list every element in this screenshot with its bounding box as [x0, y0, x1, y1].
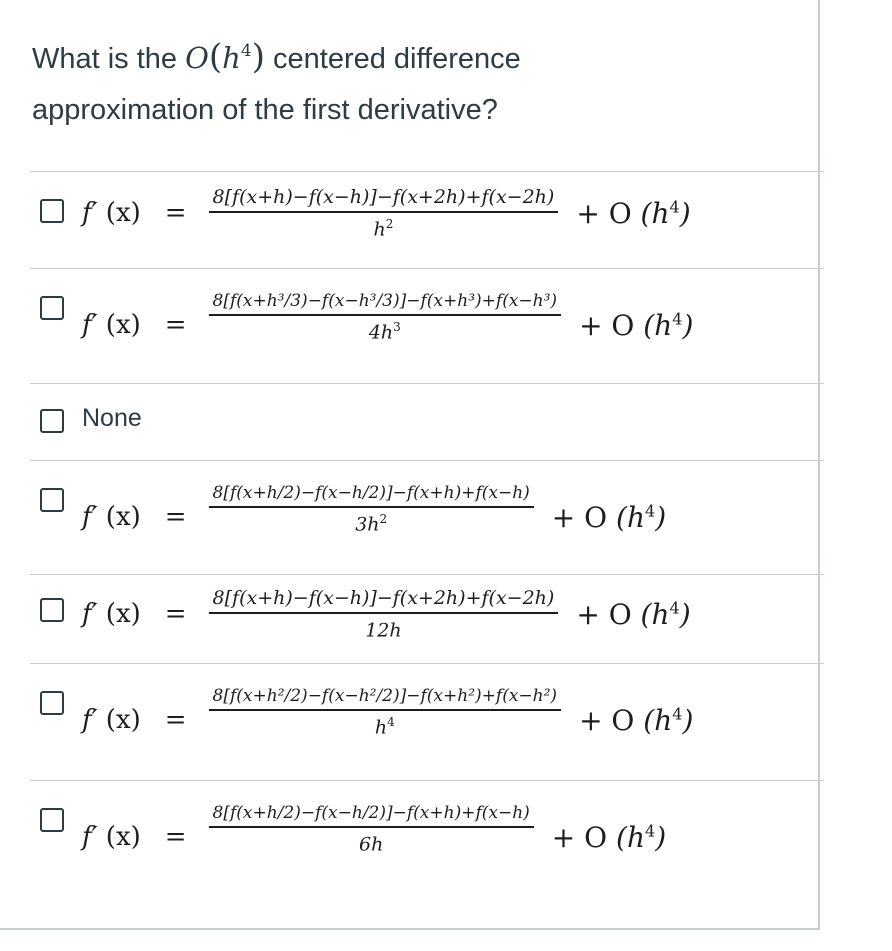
- fraction: [209, 483, 534, 535]
- numerator: 8[f(x+h²/2)−f(x−h²/2)]−f(x+h²)+f(x−h²): [212, 686, 558, 706]
- error-term: + O $(h^4)$: [579, 308, 694, 342]
- checkbox[interactable]: [40, 296, 64, 320]
- big-o-notation: $O(h^4)$: [185, 37, 265, 77]
- checkbox[interactable]: [40, 199, 64, 223]
- checkbox[interactable]: [40, 598, 64, 622]
- checkbox[interactable]: [40, 808, 64, 832]
- question-text: [32, 26, 792, 136]
- fraction: [209, 587, 559, 641]
- formula-lhs: f′ (x): [82, 822, 141, 853]
- answer-option-1[interactable]: [30, 172, 820, 268]
- formula: [82, 587, 691, 641]
- formula: [82, 291, 693, 343]
- error-term: + O $(h^4)$: [551, 500, 667, 534]
- order-exponent: 4: [240, 41, 252, 61]
- equals-sign: =: [164, 310, 187, 341]
- denominator: $h^2$: [373, 217, 394, 241]
- numerator: 8[f(x+h/2)−f(x−h/2)]−f(x+h)+f(x−h): [212, 483, 530, 503]
- denominator: $h^4$: [374, 715, 395, 739]
- denominator: 6h: [359, 833, 384, 856]
- formula: [82, 483, 666, 535]
- denominator: 12h: [365, 619, 402, 642]
- answer-option-2[interactable]: [30, 269, 820, 383]
- formula-lhs: f′ (x): [82, 310, 141, 341]
- question-line2: approximation of the first derivative?: [32, 94, 498, 126]
- error-term: + O $(h^4)$: [576, 196, 691, 230]
- answer-option-none[interactable]: [30, 384, 820, 460]
- answer-option-4[interactable]: [30, 461, 820, 574]
- formula-lhs: f′ (x): [82, 502, 141, 533]
- numerator: 8[f(x+h³/3)−f(x−h³/3)]−f(x+h³)+f(x−h³): [212, 291, 558, 311]
- numerator: 8[f(x+h)−f(x−h)]−f(x+2h)+f(x−2h): [212, 587, 555, 609]
- numerator: 8[f(x+h)−f(x−h)]−f(x+2h)+f(x−2h): [212, 186, 555, 208]
- formula: [82, 803, 666, 855]
- equals-sign: =: [164, 502, 187, 533]
- equals-sign: =: [164, 198, 187, 229]
- formula-lhs: f′ (x): [82, 705, 141, 736]
- frame-border-bottom: [0, 928, 820, 930]
- order-symbol: O: [185, 41, 209, 75]
- question-prefix: What is the: [32, 43, 178, 75]
- answer-option-5[interactable]: [30, 575, 820, 663]
- equals-sign: =: [164, 822, 187, 853]
- order-variable: h: [222, 41, 241, 75]
- formula: [82, 686, 693, 738]
- fraction: [209, 686, 562, 738]
- question-suffix: centered difference: [273, 43, 521, 75]
- numerator: 8[f(x+h/2)−f(x−h/2)]−f(x+h)+f(x−h): [212, 803, 530, 823]
- answer-option-6[interactable]: [30, 664, 820, 780]
- checkbox[interactable]: [40, 488, 64, 512]
- error-term: + O $(h^4)$: [576, 597, 691, 631]
- denominator: $4h^3$: [368, 320, 401, 344]
- answer-option-7[interactable]: [30, 781, 820, 921]
- checkbox[interactable]: [40, 691, 64, 715]
- equals-sign: =: [164, 599, 187, 630]
- fraction: [209, 291, 562, 343]
- checkbox[interactable]: [40, 409, 64, 433]
- formula-lhs: f′ (x): [82, 198, 141, 229]
- equals-sign: =: [164, 705, 187, 736]
- error-term: + O $(h^4)$: [579, 703, 694, 737]
- denominator: $3h^2$: [355, 512, 388, 536]
- formula-lhs: f′ (x): [82, 599, 141, 630]
- fraction: [209, 803, 534, 855]
- option-label: None: [82, 404, 142, 432]
- formula: [82, 186, 691, 240]
- fraction: [209, 186, 559, 240]
- error-term: + O $(h^4)$: [551, 820, 667, 854]
